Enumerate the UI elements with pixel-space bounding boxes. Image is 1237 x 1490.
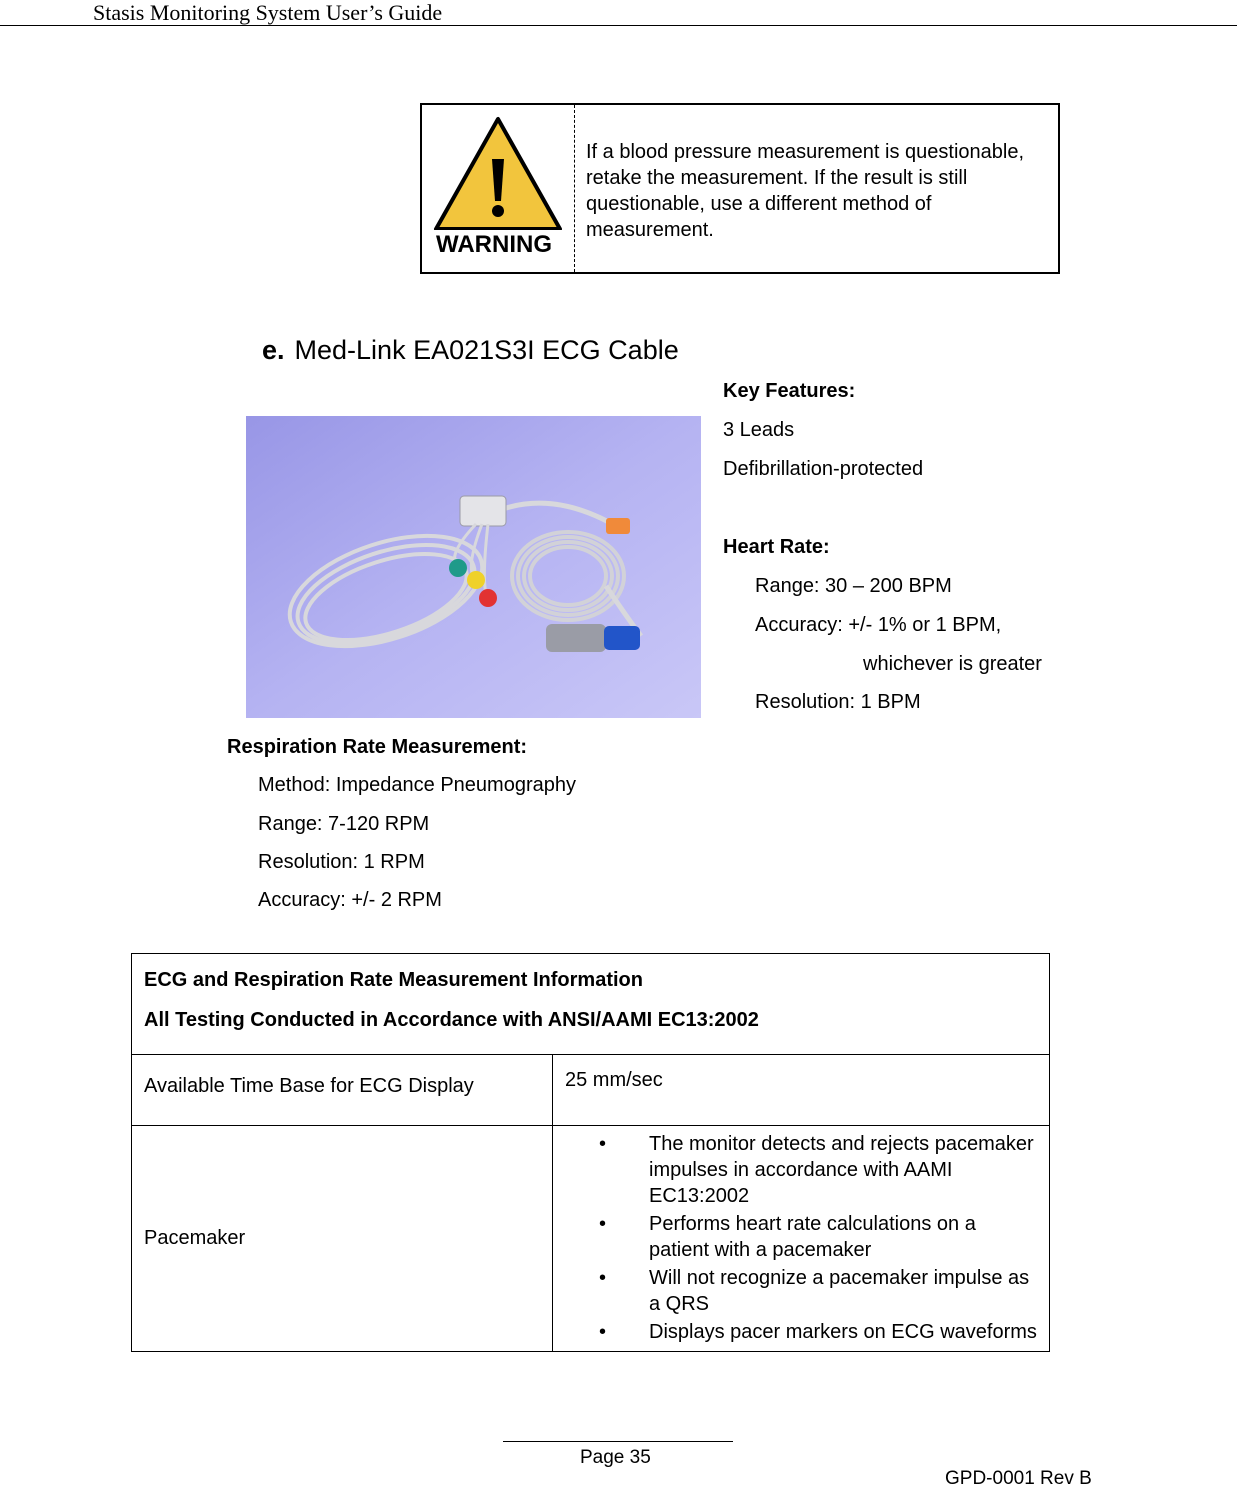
- respiration-item: Resolution: 1 RPM: [258, 851, 425, 873]
- table-title-line1: ECG and Respiration Rate Measurement Information: [144, 969, 643, 991]
- heart-rate-resolution: Resolution: 1 BPM: [755, 691, 921, 713]
- warning-label: WARNING: [436, 231, 552, 258]
- heart-rate-heading: Heart Rate:: [723, 536, 830, 558]
- respiration-item: Accuracy: +/- 2 RPM: [258, 889, 442, 911]
- table-cell-label: Pacemaker: [132, 1126, 553, 1352]
- key-feature-item: 3 Leads: [723, 419, 795, 441]
- section-heading: [262, 335, 679, 366]
- table-title-row: [132, 954, 1050, 1055]
- list-item: • Will not recognize a pacemaker impulse as a QRS: [599, 1265, 1037, 1317]
- respiration-item: Range: 7-120 RPM: [258, 813, 430, 835]
- table-cell-value: 25 mm/sec: [553, 1055, 1050, 1126]
- respiration-heading: Respiration Rate Measurement:: [227, 736, 528, 758]
- heart-rate-accuracy: Accuracy: +/- 1% or 1 BPM,: [755, 614, 1002, 636]
- key-features-heading: Key Features:: [723, 380, 856, 402]
- section-letter: e.: [262, 335, 285, 365]
- list-item: • Displays pacer markers on ECG waveforms: [599, 1319, 1037, 1345]
- page-number: Page 35: [580, 1447, 651, 1468]
- table-title-cell: [132, 954, 1050, 1055]
- respiration-item: Method: Impedance Pneumography: [258, 774, 576, 796]
- ecg-cable-photo: [246, 416, 701, 718]
- pacemaker-bullet-list: [565, 1131, 1037, 1345]
- ecg-spec-table: [131, 953, 1050, 1352]
- section-title: Med-Link EA021S3I ECG Cable: [294, 335, 679, 365]
- warning-icon-cell: [422, 105, 575, 272]
- table-row: [132, 1126, 1050, 1352]
- warning-box: [420, 103, 1060, 274]
- list-item: • Performs heart rate calculations on a patient with a pacemaker: [599, 1211, 1037, 1263]
- table-cell-bullets: [553, 1126, 1050, 1352]
- list-item: • The monitor detects and rejects pacemaker impulses in accordance with AAMI EC13:2002: [599, 1131, 1037, 1209]
- document-header-title: Stasis Monitoring System User’s Guide: [93, 0, 443, 25]
- table-cell-label: Available Time Base for ECG Display: [132, 1055, 553, 1126]
- footer-rule: [503, 1441, 733, 1442]
- header-rule: [0, 25, 1237, 26]
- document-id: GPD-0001 Rev B: [945, 1468, 1092, 1489]
- table-row: [132, 1055, 1050, 1126]
- table-title-line2: All Testing Conducted in Accordance with ANSI/AAMI EC13:2002: [144, 1009, 759, 1031]
- key-feature-item: Defibrillation-protected: [723, 458, 924, 480]
- heart-rate-range: Range: 30 – 200 BPM: [755, 575, 952, 597]
- heart-rate-accuracy-cont: whichever is greater: [863, 653, 1042, 675]
- warning-triangle-icon: [422, 105, 574, 230]
- warning-text: If a blood pressure measurement is questionable, retake the measurement. If the result is still questionable, use a different method of measurement.: [586, 141, 1025, 241]
